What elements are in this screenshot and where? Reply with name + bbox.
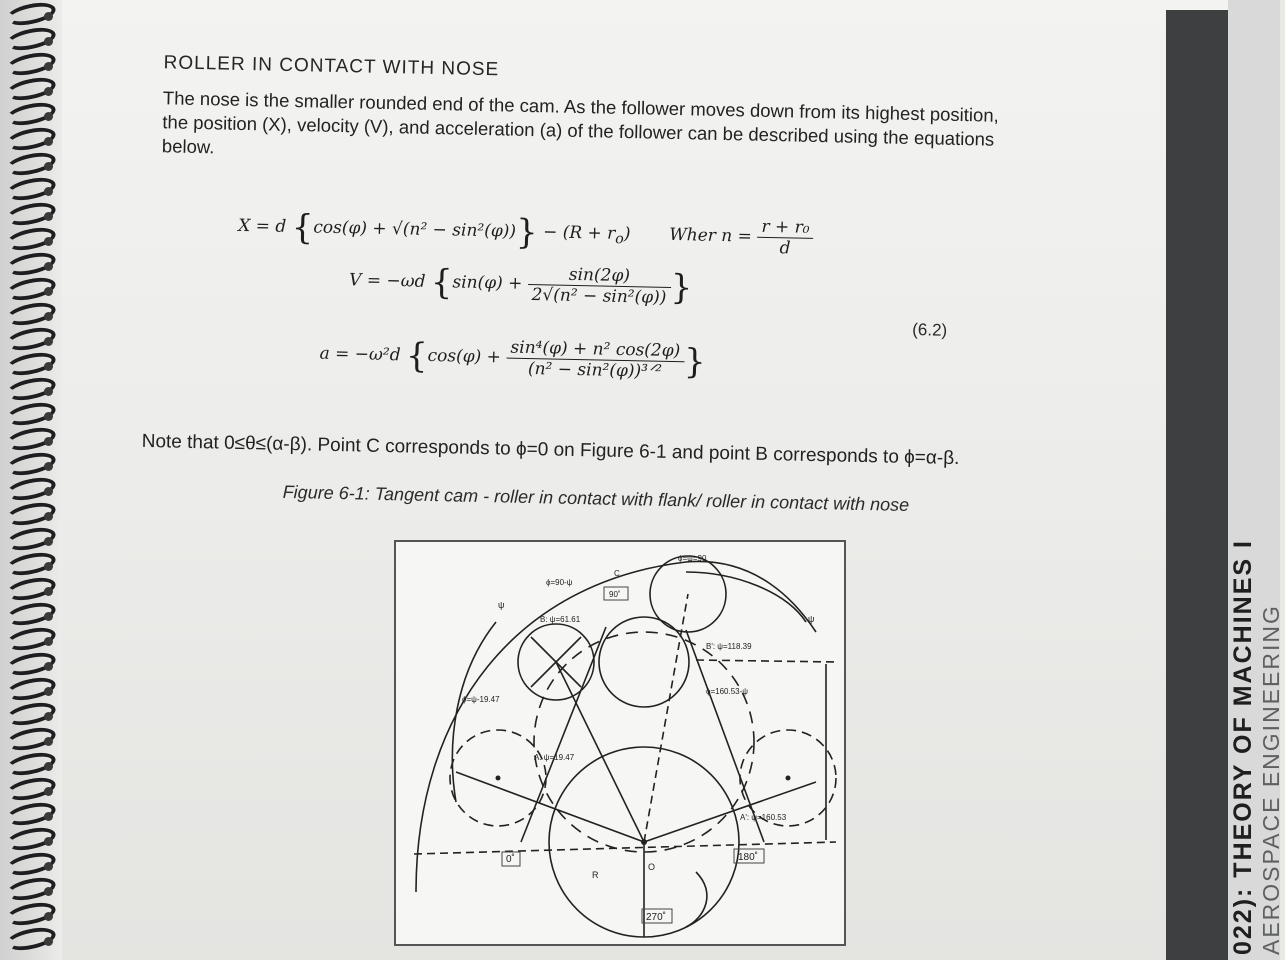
binding-hole <box>44 162 53 171</box>
point-right <box>786 776 791 781</box>
label-b-prime: B': ψ=118.39 <box>706 642 752 651</box>
binding-hole <box>44 37 53 46</box>
acceleration-equation: a = −ω²d {cos(φ) + $\frac{\text{sin⁴(φ) + n² cos(2φ)}}{\text{(n² − sin²(φ))³ᐟ²}}$ } <box>319 335 707 383</box>
binding-hole <box>44 137 53 146</box>
binding-hole <box>44 87 53 96</box>
label-a-psi: A: ψ=19.47 <box>534 753 575 762</box>
binding-hole <box>44 62 53 71</box>
binding-hole <box>44 237 53 246</box>
v-first: sin(φ) + <box>452 272 523 294</box>
binding-hole <box>44 862 53 871</box>
binding-hole <box>44 562 53 571</box>
binding-hole <box>44 787 53 796</box>
department-label: AEROSPACE ENGINEERING <box>1258 604 1284 955</box>
label-a-prime: A': ψ=160.53 <box>740 813 787 822</box>
baseline-dashed <box>414 842 836 854</box>
binding-hole <box>44 287 53 296</box>
binding-hole <box>44 12 53 21</box>
point-left <box>496 776 501 781</box>
diagram-points <box>496 776 791 846</box>
rotation-arc <box>686 872 707 927</box>
binding-hole <box>44 837 53 846</box>
v-fraction <box>527 264 671 308</box>
binding-hole <box>44 662 53 671</box>
binding-hole <box>44 462 53 471</box>
pitch-circle <box>534 632 754 852</box>
course-title: 022): THEORY OF MACHINES I <box>1229 539 1257 955</box>
binding-hole <box>44 912 53 921</box>
label-r: R <box>592 870 599 880</box>
left-psi-arc <box>452 622 496 802</box>
binding-hole <box>44 812 53 821</box>
label-top-phi: ϕ=ψ=90 <box>678 554 707 563</box>
binding-hole <box>44 387 53 396</box>
label-phi-160: ϕ=160.53-ψ <box>706 687 748 696</box>
equation-number: (6.2) <box>912 320 948 340</box>
label-psi-right: ψ <box>808 614 815 624</box>
cam-diagram <box>394 540 846 946</box>
x-tail: − (R + r <box>542 222 616 244</box>
note-text: Note that 0≤θ≤(α-β). Point C corresponds to ϕ=0 on Figure 6-1 and point B corresponds to ϕ=α-β. <box>141 430 960 470</box>
binding-hole <box>44 437 53 446</box>
x-body: cos(φ) + √(n² − sin²(φ)) <box>313 217 517 242</box>
x-tail-end: ) <box>623 223 631 245</box>
spiral-binding <box>0 0 62 960</box>
a-lhs: a = −ω²d <box>319 343 401 366</box>
section-heading: ROLLER IN CONTACT WITH NOSE <box>163 52 500 81</box>
x-lhs: X = d <box>238 215 287 237</box>
label-phi-90: ϕ=90-ψ <box>546 578 573 587</box>
v-denominator: 2√(n² − sin²(φ)) <box>531 285 667 308</box>
where-label: Wher n = <box>669 224 753 247</box>
binding-hole <box>44 712 53 721</box>
center-line <box>644 594 688 842</box>
label-deg-90: 90˚ <box>609 590 621 599</box>
velocity-equation: V = −ωd {sin(φ) + $\frac{\sin(2\varphi)}{\text{2√(n² − sin²(φ))}}$ } <box>348 262 693 308</box>
n-numerator: r + r₀ <box>757 217 814 239</box>
binding-hole <box>44 687 53 696</box>
binding-hole <box>44 412 53 421</box>
position-equation: X = d $\{\cos(\varphi) + √(n^2 - \sin^2(\varphi))\} - (R + r_o)$ Wher n = $\frac{\text{r + r₀}}{d}$ <box>238 206 814 259</box>
n-fraction <box>757 217 814 259</box>
binding-hole <box>44 887 53 896</box>
label-o: O <box>648 862 656 872</box>
v-lhs: V = −ωd <box>348 270 426 292</box>
outer-arc <box>416 561 816 892</box>
point-o <box>641 839 647 845</box>
radial-line-3 <box>644 782 816 842</box>
v-numerator: sin(2φ) <box>528 264 671 288</box>
label-b-psi: B: ψ=61.61 <box>540 615 581 624</box>
cam-diagram-svg <box>396 542 844 944</box>
x-tail-sub: o <box>615 231 624 248</box>
binding-hole <box>44 212 53 221</box>
binding-hole <box>44 312 53 321</box>
binding-hole <box>44 587 53 596</box>
binding-hole <box>44 937 53 946</box>
label-psi-left: ψ <box>498 600 505 610</box>
a-numerator: sin⁴(φ) + n² cos(2φ) <box>506 338 684 363</box>
binding-hole <box>44 637 53 646</box>
binding-hole <box>44 262 53 271</box>
binding-hole <box>44 112 53 121</box>
binding-hole <box>44 612 53 621</box>
right-flank <box>686 630 764 842</box>
intro-paragraph: The nose is the smaller rounded end of the cam. As the follower moves down from its highest position, the position (X), velocity (V), and acceleration (a) of the follower can be described using the equations below. <box>161 87 999 158</box>
n-denominator: d <box>779 238 791 259</box>
label-deg-270: 270˚ <box>646 912 667 923</box>
label-deg-0: 0˚ <box>506 854 515 865</box>
right-psi-arc <box>686 572 806 622</box>
label-phi-19: ϕ=ψ-19.47 <box>462 695 500 704</box>
left-flank <box>521 627 606 842</box>
a-first: cos(φ) + <box>427 345 502 368</box>
a-denominator: (n² − sin²(φ))³ᐟ² <box>527 358 663 382</box>
binding-hole <box>44 737 53 746</box>
binding-hole <box>44 337 53 346</box>
top-dashed <box>696 660 836 662</box>
figure-caption: Figure 6-1: Tangent cam - roller in contact with flank/ roller in contact with nose <box>282 481 910 515</box>
binding-hole <box>44 362 53 371</box>
binding-hole <box>44 512 53 521</box>
a-fraction <box>506 338 685 383</box>
binding-hole <box>44 762 53 771</box>
binding-hole <box>44 537 53 546</box>
label-c: C <box>614 569 620 578</box>
label-deg-180: 180˚ <box>738 852 759 863</box>
binding-hole <box>44 487 53 496</box>
binding-hole <box>44 187 53 196</box>
